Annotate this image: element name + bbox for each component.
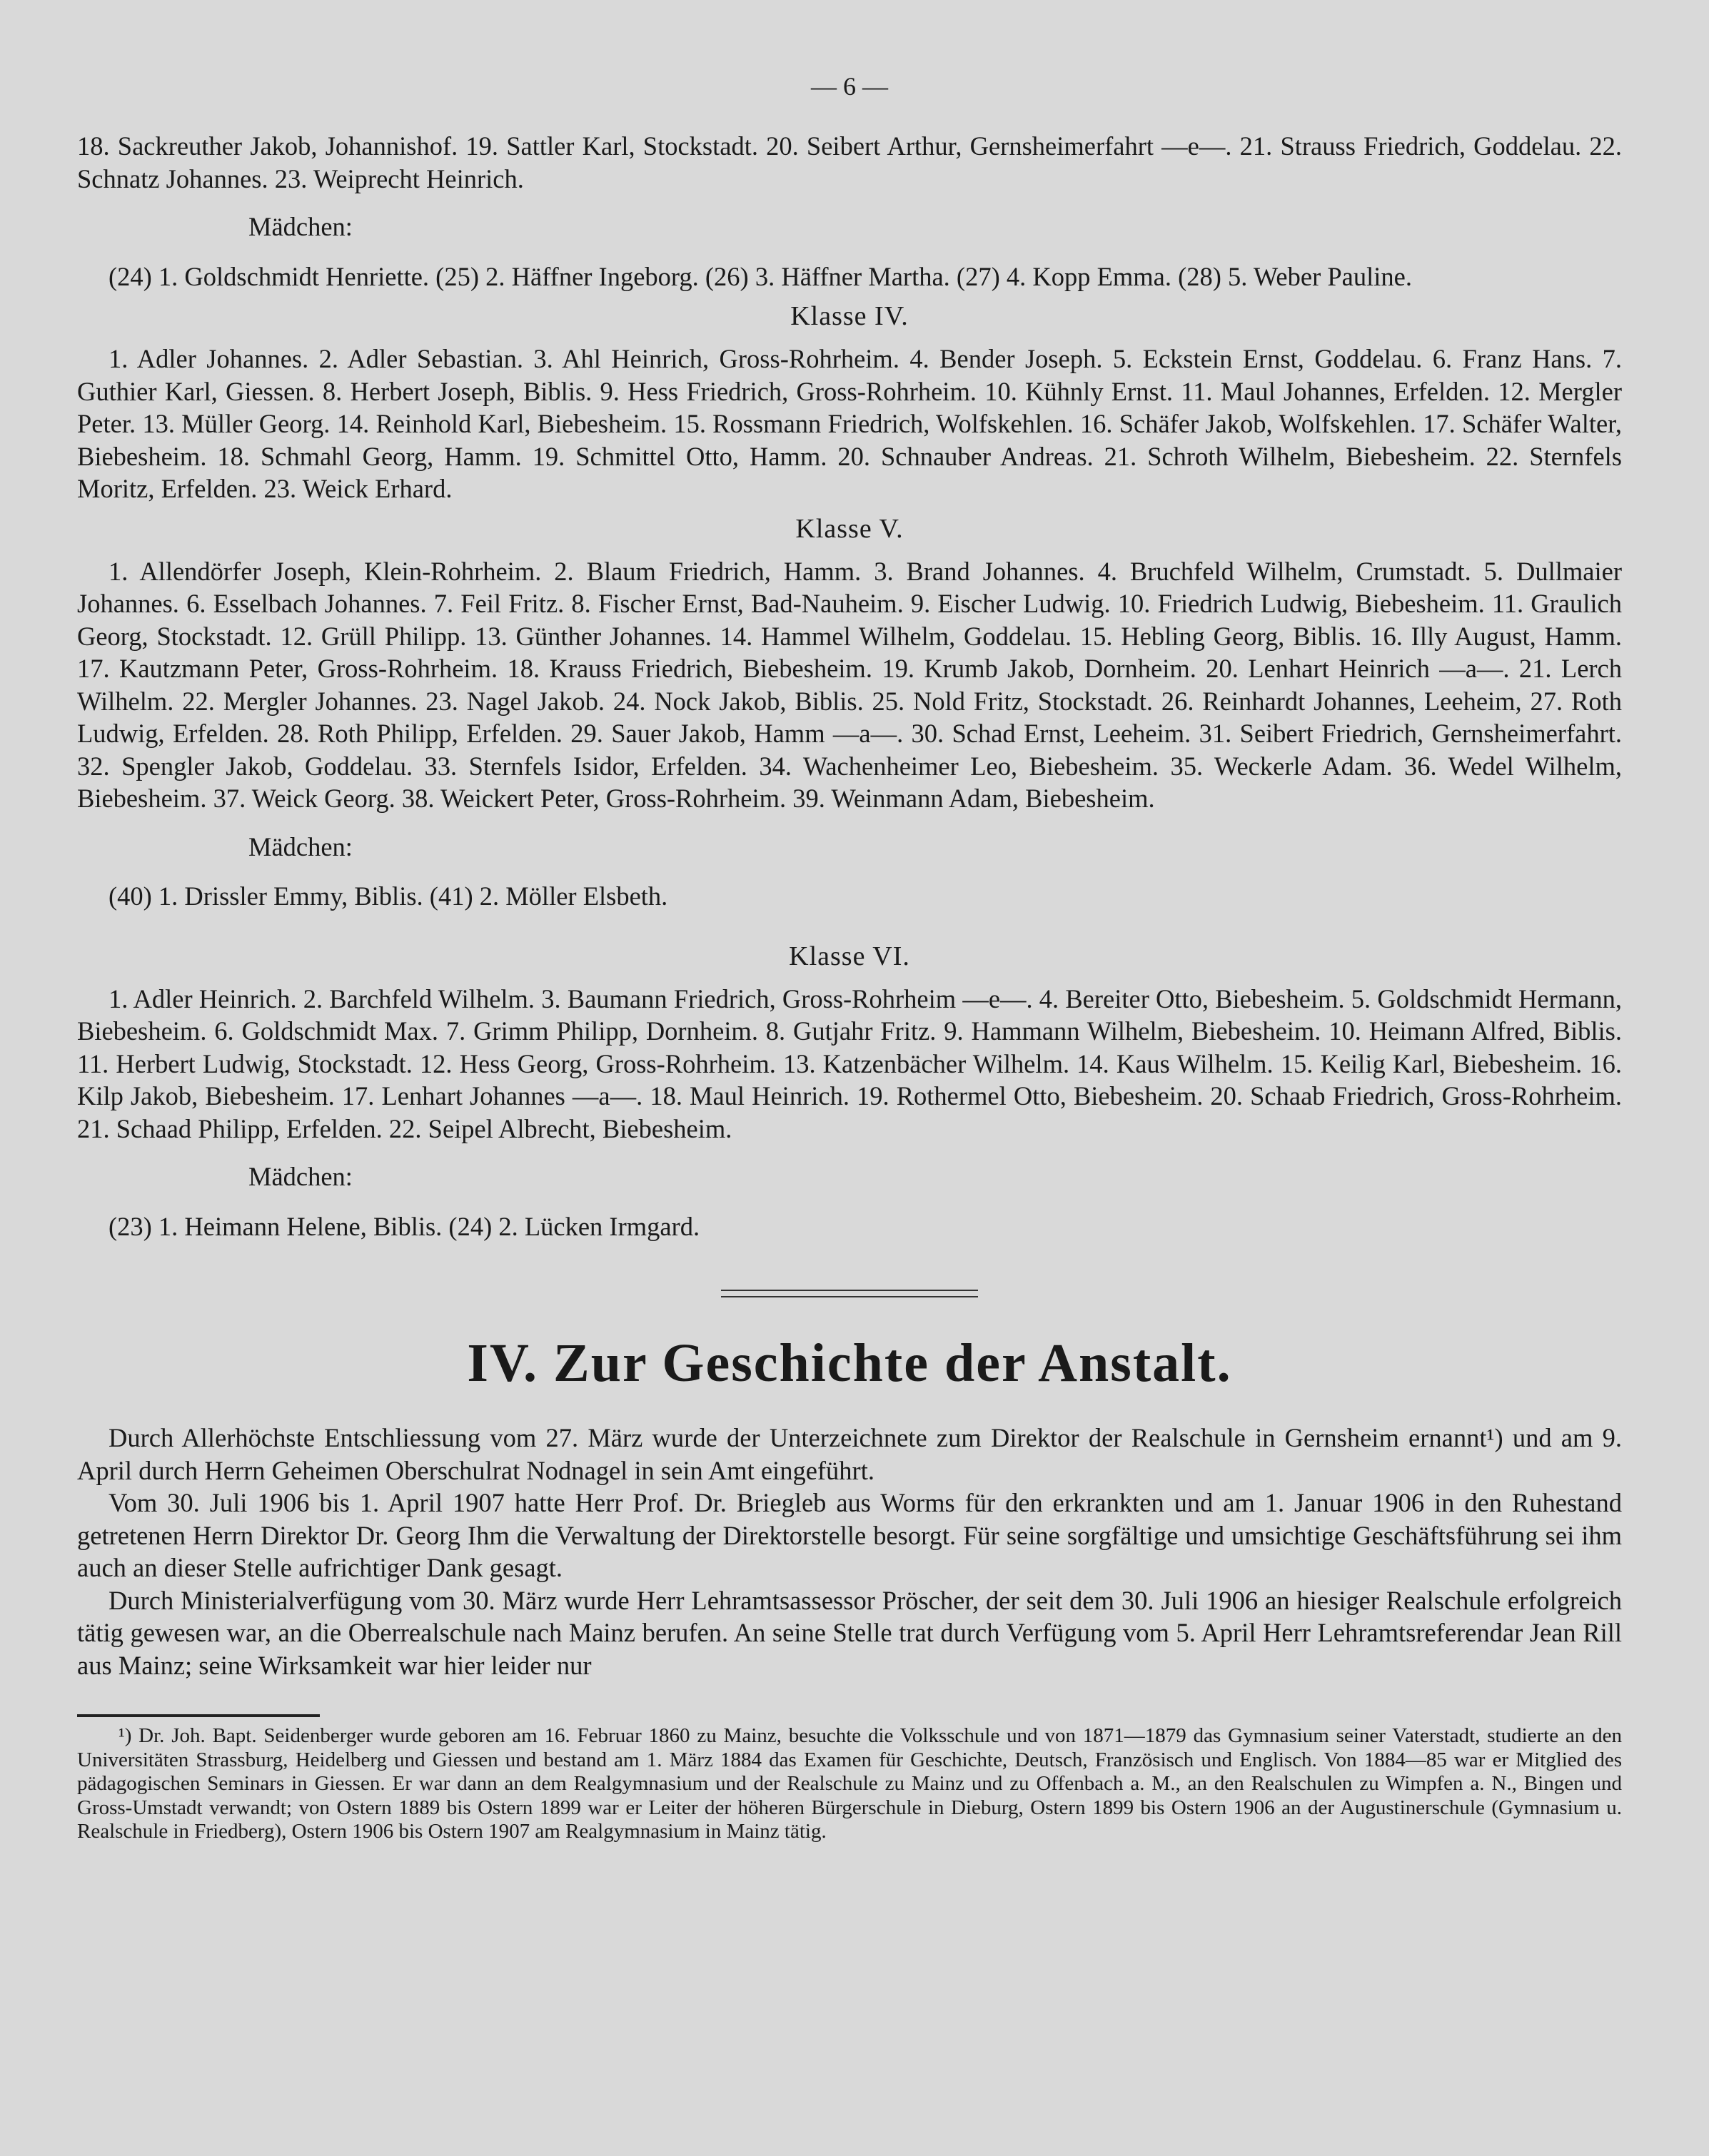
section-divider: [77, 1290, 1622, 1297]
intro-maedchen-list: (24) 1. Goldschmidt Henriette. (25) 2. Häffner Ingeborg. (26) 3. Häffner Martha. (27) 4. Kopp Emma. (28) 5. Weber Pauline.: [109, 261, 1412, 291]
klasse-6-maedchen-label: Mädchen:: [248, 1162, 353, 1191]
history-paragraph-1: Durch Allerhöchste Entschliessung vom 27. März wurde der Unterzeichnete zum Direktor der Realschule in Gernsheim ernannt¹) und am 9. April durch Herrn Geheimen Oberschulrat Nodnagel in sein Amt eingeführt.: [77, 1423, 1622, 1485]
klasse-4-list: 1. Adler Johannes. 2. Adler Sebastian. 3. Ahl Heinrich, Gross-Rohrheim. 4. Bender Joseph. 5. Eckstein Ernst, Goddelau. 6. Franz Hans. 7. Guthier Karl, Giessen. 8. Herbert Joseph, Biblis. 9. Hess Friedrich, Gross-Rohrheim. 10. Kühnly Ernst. 11. Maul Johannes, Erfelden. 12. Mergler Peter. 13. Müller Georg. 14. Reinhold Karl, Biebesheim. 15. Rossmann Friedrich, Wolfskehlen. 16. Schäfer Jakob, Wolfskehlen. 17. Schäfer Walter, Biebesheim. 18. Schmahl Georg, Hamm. 19. Schmittel Otto, Hamm. 20. Schnauber Andreas. 21. Schroth Wilhelm, Biebesheim. 22. Sternfels Moritz, Erfelden. 23. Weick Erhard.: [77, 344, 1622, 503]
klasse-4-heading: Klasse IV.: [790, 301, 909, 331]
klasse-6-maedchen-list: (23) 1. Heimann Helene, Biblis. (24) 2. Lücken Irmgard.: [109, 1211, 700, 1241]
history-paragraph-2: Vom 30. Juli 1906 bis 1. April 1907 hatte Herr Prof. Dr. Briegleb aus Worms für den erkrankten und am 1. Januar 1906 in den Ruhestand getretenen Herrn Direktor Dr. Georg Ihm die Verwaltung der Direktorstelle besorgt. Für seine sorgfältige und umsichtige Geschäftsführung sei ihm auch an dieser Stelle aufrichtiger Dank gesagt.: [77, 1488, 1622, 1582]
footnote-rule: [77, 1714, 320, 1717]
maedchen-label: Mädchen:: [248, 212, 353, 241]
intro-student-list: 18. Sackreuther Jakob, Johannishof. 19. Sattler Karl, Stockstadt. 20. Seibert Arthur, Gernsheimerfahrt —e—. 21. Strauss Friedrich, Goddelau. 22. Schnatz Johannes. 23. Weiprecht Heinrich.: [77, 131, 1622, 193]
klasse-5-list: 1. Allendörfer Joseph, Klein-Rohrheim. 2. Blaum Friedrich, Hamm. 3. Brand Johannes. 4. Bruchfeld Wilhelm, Crumstadt. 5. Dullmaier Johannes. 6. Esselbach Johannes. 7. Feil Fritz. 8. Fischer Ernst, Bad-Nauheim. 9. Eischer Ludwig. 10. Friedrich Ludwig, Biebesheim. 11. Graulich Georg, Stockstadt. 12. Grüll Philipp. 13. Günther Johannes. 14. Hammel Wilhelm, Goddelau. 15. Hebling Georg, Biblis. 16. Illy August, Hamm. 17. Kautzmann Peter, Gross-Rohrheim. 18. Krauss Friedrich, Biebesheim. 19. Krumb Jakob, Dornheim. 20. Lenhart Heinrich —a—. 21. Lerch Wilhelm. 22. Mergler Johannes. 23. Nagel Jakob. 24. Nock Jakob, Biblis. 25. Nold Fritz, Stockstadt. 26. Reinhardt Johannes, Leeheim, 27. Roth Ludwig, Erfelden. 28. Roth Philipp, Erfelden. 29. Sauer Jakob, Hamm —a—. 30. Schad Ernst, Leeheim. 31. Seibert Friedrich, Gernsheimerfahrt. 32. Spengler Jakob, Goddelau. 33. Sternfels Isidor, Erfelden. 34. Wachenheimer Leo, Biebesheim. 35. Weckerle Adam. 36. Wedel Wilhelm, Biebesheim. 37. Weick Georg. 38. Weickert Peter, Gross-Rohrheim. 39. Weinmann Adam, Biebesheim.: [77, 556, 1622, 813]
page-number: — 6 —: [811, 72, 888, 101]
klasse-5-maedchen-list: (40) 1. Drissler Emmy, Biblis. (41) 2. Möller Elsbeth.: [109, 881, 668, 911]
klasse-5-heading: Klasse V.: [795, 513, 904, 544]
klasse-6-list: 1. Adler Heinrich. 2. Barchfeld Wilhelm. 3. Baumann Friedrich, Gross-Rohrheim —e—. 4. Bereiter Otto, Biebesheim. 5. Goldschmidt Hermann, Biebesheim. 6. Goldschmidt Max. 7. Grimm Philipp, Dornheim. 8. Gutjahr Fritz. 9. Hammann Wilhelm, Biebesheim. 10. Heimann Alfred, Biblis. 11. Herbert Ludwig, Stockstadt. 12. Hess Georg, Gross-Rohrheim. 13. Katzenbächer Wilhelm. 14. Kaus Wilhelm. 15. Keilig Karl, Biebesheim. 16. Kilp Jakob, Biebesheim. 17. Lenhart Johannes —a—. 18. Maul Heinrich. 19. Rothermel Otto, Biebesheim. 20. Schaab Friedrich, Gross-Rohrheim. 21. Schaad Philipp, Erfelden. 22. Seipel Albrecht, Biebesheim.: [77, 983, 1622, 1143]
klasse-6-heading: Klasse VI.: [789, 941, 910, 971]
section-title: IV. Zur Geschichte der Anstalt.: [467, 1333, 1232, 1393]
history-paragraph-3: Durch Ministerialverfügung vom 30. März wurde Herr Lehramtsassessor Pröscher, der seit dem 30. Juli 1906 an hiesiger Realschule erfolgreich tätig gewesen war, an die Oberrealschule nach Mainz berufen. An seine Stelle trat durch Verfügung vom 5. April Herr Lehramtsreferendar Jean Rill aus Mainz; seine Wirksamkeit war hier leider nur: [77, 1585, 1622, 1680]
footnote: ¹) Dr. Joh. Bapt. Seidenberger wurde geboren am 16. Februar 1860 zu Mainz, besuchte die Volksschule und von 1871—1879 das Gymnasium seiner Vaterstadt, studierte an den Universitäten Strassburg, Heidelberg und Giessen und bestand am 1. März 1884 das Examen für Geschichte, Deutsch, Französisch und Englisch. Von 1884—85 war er Mitglied des pädagogischen Seminars in Giessen. Er war dann an dem Realgymnasium und der Realschule zu Mainz und zu Offenbach a. M., an den Realschulen zu Wimpfen a. N., Bingen und Gross-Umstadt verwandt; von Ostern 1889 bis Ostern 1899 war er Leiter der höheren Bürgerschule in Dieburg, Ostern 1899 bis Ostern 1906 an der Augustinerschule (Gymnasium u. Realschule in Friedberg), Ostern 1906 bis Ostern 1907 am Realgymnasium in Mainz tätig.: [77, 1724, 1622, 1843]
klasse-5-maedchen-label: Mädchen:: [248, 831, 353, 861]
double-rule: [721, 1290, 978, 1297]
